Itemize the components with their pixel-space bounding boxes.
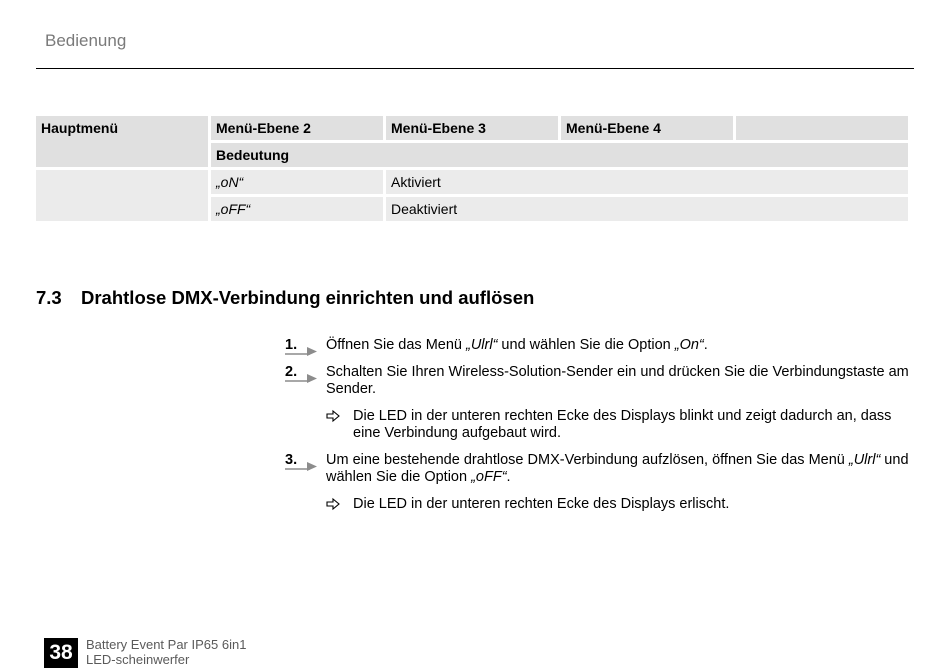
table-row	[36, 170, 908, 194]
result-arrow-icon	[326, 497, 340, 511]
step-number: 1.	[285, 337, 298, 353]
table-header-cell	[736, 116, 908, 140]
step-arrow-icon	[285, 340, 317, 356]
option-name: „oFF“	[471, 469, 507, 485]
result-text: Die LED in der unteren rechten Ecke des Displays erlischt.	[353, 495, 730, 512]
table-header-cell: Menü-Ebene 4	[561, 116, 733, 140]
table-empty-cell	[36, 170, 208, 221]
menu-name: „Ulrl“	[466, 337, 498, 353]
step-arrow-icon	[285, 367, 317, 383]
section-title: Drahtlose DMX-Verbindung einrichten und auflösen	[81, 287, 535, 308]
section-heading	[36, 287, 534, 309]
menu-name: „Ulrl“	[848, 451, 881, 468]
result-arrow-icon	[326, 409, 340, 423]
table-meaning-cell: Deaktiviert	[386, 197, 908, 221]
table-header-row	[36, 116, 908, 140]
header-divider	[36, 68, 914, 69]
step-text: und wählen Sie die Option	[497, 337, 675, 353]
page-number: 38	[44, 638, 78, 668]
page-section-title: Bedienung	[45, 31, 127, 50]
product-name: Battery Event Par IP65 6in1	[86, 637, 247, 652]
step-text: und wählen Sie die Option	[326, 451, 909, 485]
table-subheader-cell: Bedeutung	[211, 143, 908, 167]
table-header-cell: Menü-Ebene 2	[211, 116, 383, 140]
menu-table	[33, 113, 911, 224]
step-item: 3. Um eine bestehende drahtlose DMX-Verbindung aufzlösen, öffnen Sie das Menü „Ulrl“ und wählen Sie die Option „oFF“.	[285, 451, 909, 485]
step-text: Um eine bestehende drahtlose DMX-Verbindung aufzlösen, öffnen Sie das Menü	[326, 451, 849, 468]
product-type: LED-scheinwerfer	[86, 651, 190, 667]
table-value-cell: „oFF“	[211, 197, 383, 221]
section-number: 7.3	[36, 287, 62, 308]
step-item: 1. Öffnen Sie das Menü „Ulrl“ und wählen Sie die Option „On“.	[285, 337, 910, 355]
step-item	[285, 364, 910, 399]
step-number: 3.	[285, 451, 298, 468]
footer-product	[86, 638, 246, 667]
step-text: Öffnen Sie das Menü	[326, 337, 466, 353]
result-text: Die LED in der unteren rechten Ecke des Displays blinkt und zeigt dadurch an, dass eine Verbindung aufgebaut wird.	[353, 407, 892, 441]
step-text: Schalten Sie Ihren Wireless-Solution-Sender ein und drücken Sie die Verbindungstaste am Sender.	[326, 363, 909, 397]
option-name: „On“	[674, 337, 704, 353]
table-meaning-cell: Aktiviert	[386, 170, 908, 194]
table-header-cell: Menü-Ebene 3	[386, 116, 558, 140]
instruction-steps	[285, 337, 910, 522]
step-arrow-icon	[285, 455, 317, 471]
table-header-cell: Hauptmenü	[36, 116, 208, 167]
table-value-cell: „oN“	[211, 170, 383, 194]
step-number: 2.	[285, 363, 298, 380]
step-result	[285, 408, 910, 443]
step-result	[285, 496, 910, 514]
